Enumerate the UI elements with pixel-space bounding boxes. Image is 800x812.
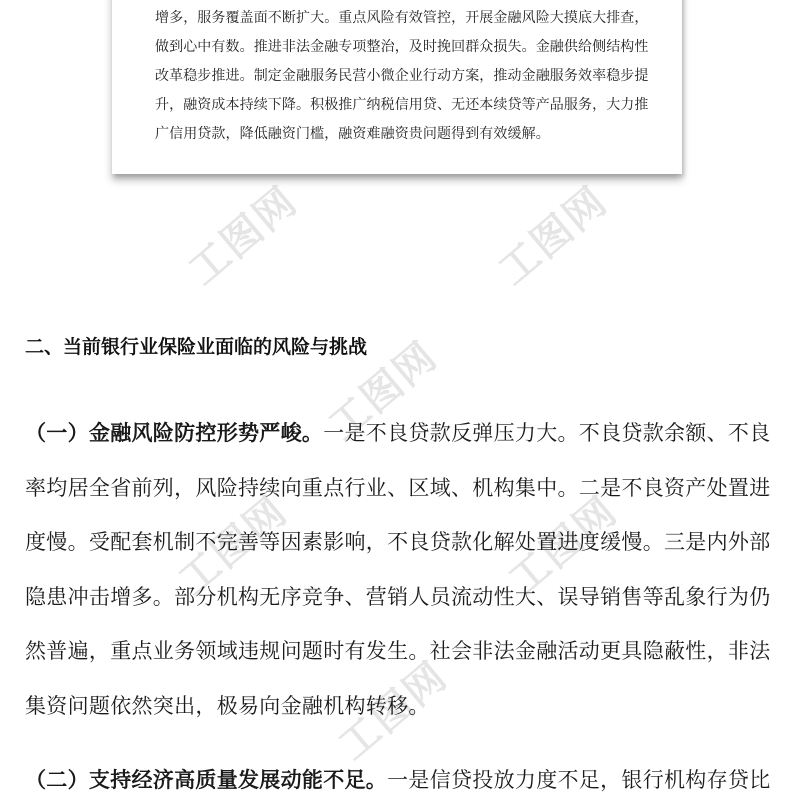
watermark: 工图网: [494, 481, 627, 606]
excerpt-line: 广信用贷款，降低融资门槛，融资难融资贵问题得到有效缓解。: [155, 120, 670, 149]
excerpt-line: 增多，服务覆盖面不断扩大。重点风险有效管控，开展金融风险大摸底大排查，: [155, 4, 670, 33]
paragraph-line: 度慢。受配套机制不完善等因素影响，不良贷款化解处置进度缓慢。三是内外部: [25, 520, 785, 575]
excerpt-line: 改革稳步推进。制定金融服务民营小微企业行动方案，推动金融服务效率稳步提: [155, 62, 670, 91]
paragraph-line: 率均居全省前列，风险持续向重点行业、区域、机构集中。二是不良资产处置进: [25, 466, 785, 521]
paragraph-line: [25, 411, 785, 466]
watermark: 工图网: [174, 171, 307, 296]
paragraph-text: 一是不良贷款反弹压力大。不良贷款余额、不良: [323, 421, 770, 445]
paragraph-text: 一是信贷投放力度不足，银行机构存贷比: [387, 768, 770, 792]
paragraph-line: [25, 758, 785, 812]
body-text: [25, 411, 785, 812]
excerpt-line: 升，融资成本持续下降。积极推广纳税信用贷、无还本续贷等产品服务，大力推: [155, 91, 670, 120]
paragraph-line: 集资问题依然突出，极易向金融机构转移。: [25, 684, 785, 758]
excerpt-line: 做到心中有数。推进非法金融专项整治，及时挽回群众损失。金融供给侧结构性: [155, 33, 670, 62]
excerpt-text: [155, 4, 670, 149]
section-heading: 二、当前银行业保险业面临的风险与挑战: [25, 332, 367, 359]
watermark: 工图网: [164, 481, 297, 606]
watermark: 工图网: [324, 646, 457, 771]
document-excerpt-card: [112, 0, 682, 174]
paragraph-lead: （一）金融风险防控形势严峻。: [25, 421, 323, 445]
watermark: 工图网: [314, 326, 447, 451]
paragraph-lead: （二）支持经济高质量发展动能不足。: [25, 768, 387, 792]
paragraph-line: 隐患冲击增多。部分机构无序竞争、营销人员流动性大、误导销售等乱象行为仍: [25, 575, 785, 630]
watermark: 工图网: [484, 171, 617, 296]
paragraph-line: 然普遍，重点业务领域违规问题时有发生。社会非法金融活动更具隐蔽性，非法: [25, 629, 785, 684]
